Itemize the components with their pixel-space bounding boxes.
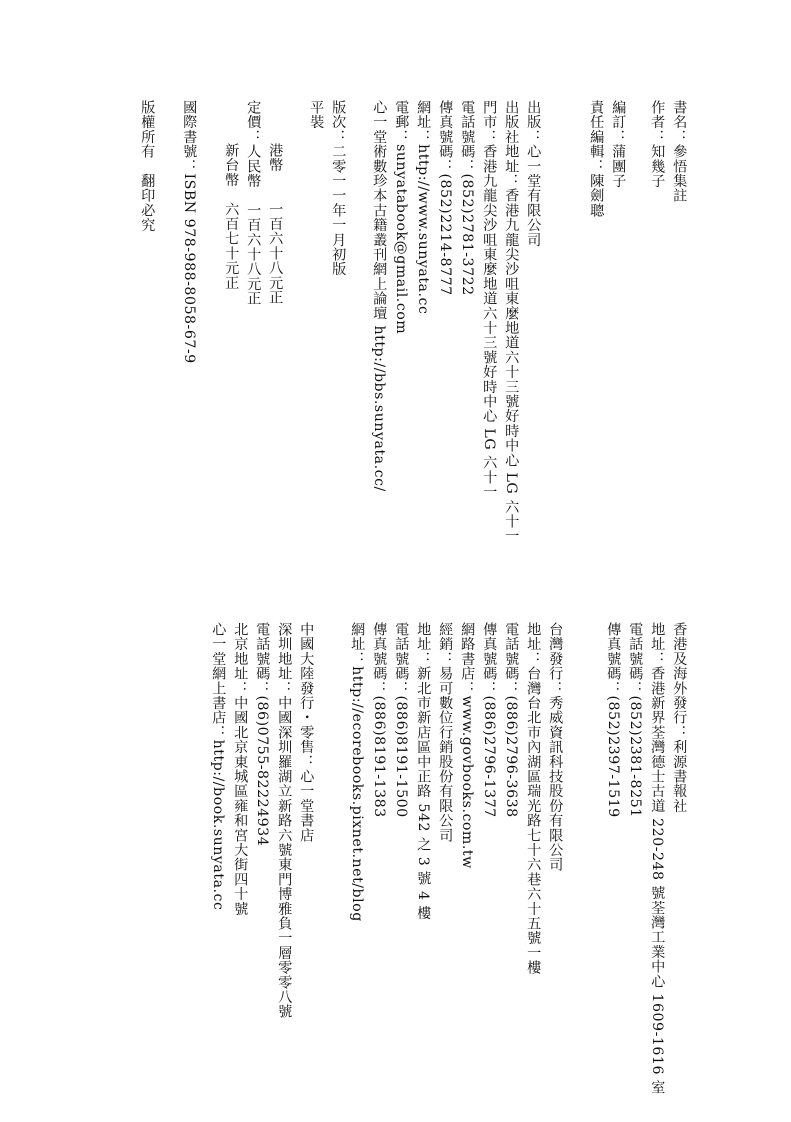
binding-line: 平裝 (308, 100, 325, 130)
tw-fax-line: 傳真號碼：(886)2796-1377 (481, 622, 498, 818)
tw-agent-address-line: 地址：新北市新店區中正路 542 之 3 號 4 樓 (415, 622, 432, 921)
tw-agent-phone-line: 電話號碼：(886)8191-1500 (393, 622, 410, 818)
forum-line: 心一堂術數珍本古籍叢刊網上論壇 http://bbs.sunyata.cc/ (371, 100, 388, 492)
edition-line: 版次：二零一一年一月初版 (330, 100, 347, 277)
website-line: 網址：http://www.sunyata.cc (415, 100, 432, 315)
tw-online-store-line: 網路書店：www.govbooks.com.tw (459, 622, 476, 869)
cn-shenzhen-address-line: 深圳地址：中國深圳羅湖立新路六號東門博雅負一層零零八號 (276, 622, 293, 1019)
store-address-line: 門市：香港九龍尖沙咀東麼地道六十三號好時中心 LG 六十一 (481, 100, 498, 500)
fax-line: 傳真號碼：(852)2214-8777 (437, 100, 454, 296)
responsible-editor-line: 責任編輯：陳劍聰 (588, 100, 605, 218)
publisher-line: 出版：心一堂有限公司 (525, 100, 542, 247)
cn-beijing-address-line: 北京地址：中國北京東城區雍和宮大街四十號 (232, 622, 249, 916)
hk-distributor-line: 香港及海外發行：利源書報社 (671, 622, 688, 814)
price-hk-line: 港幣 一百六十八元正 (267, 143, 284, 305)
email-line: 電郵：sunyatabook@gmail.com (393, 100, 410, 335)
cn-phone-line: 電話號碼：(86)0755-82224934 (254, 622, 271, 847)
publisher-address-line: 出版社地址：香港九龍尖沙咀東麼地道六十三號好時中心 LG 六十一 (503, 100, 520, 544)
tw-agent-line: 經銷：易可數位行銷股份有限公司 (437, 622, 454, 843)
editor-line: 編訂：蒲團子 (610, 100, 627, 189)
tw-agent-web-line: 網址：http://ecorebooks.pixnet.net/blog (349, 622, 366, 922)
cn-online-store-line: 心一堂網上書店：http://book.sunyata.cc (210, 622, 227, 911)
tw-address-line: 地址：台灣台北市內湖區瑞光路七十六巷六十五號一樓 (525, 622, 542, 975)
price-rmb-line: 定價：人民幣 一百六十八元正 (245, 100, 262, 306)
hk-phone-line: 電話號碼：(852)2381-8251 (627, 622, 644, 818)
isbn-line: 國際書號：ISBN 978-988-8058-67-9 (181, 100, 198, 364)
hk-address-line: 地址：香港新界荃灣德士古道 220-248 號荃灣工業中心 1609-1616 室 (649, 622, 666, 1095)
book-title: 書名：參悟集註 (671, 100, 688, 203)
copyright-line: 版權所有 翻印必究 (139, 100, 156, 233)
author-line: 作者：知幾子 (649, 100, 666, 189)
cn-distributor-line: 中國大陸發行・零售：心一堂書店 (298, 622, 315, 843)
tw-agent-fax-line: 傳真號碼：(886)8191-1383 (371, 622, 388, 818)
hk-fax-line: 傳真號碼：(852)2397-1519 (605, 622, 622, 818)
phone-line: 電話號碼：(852)2781-3722 (459, 100, 476, 296)
tw-distributor-line: 台灣發行：秀威資訊科技股份有限公司 (547, 622, 564, 872)
tw-phone-line: 電話號碼：(886)2796-3638 (503, 622, 520, 818)
price-twd-line: 新台幣 六百七十元正 (223, 143, 240, 290)
